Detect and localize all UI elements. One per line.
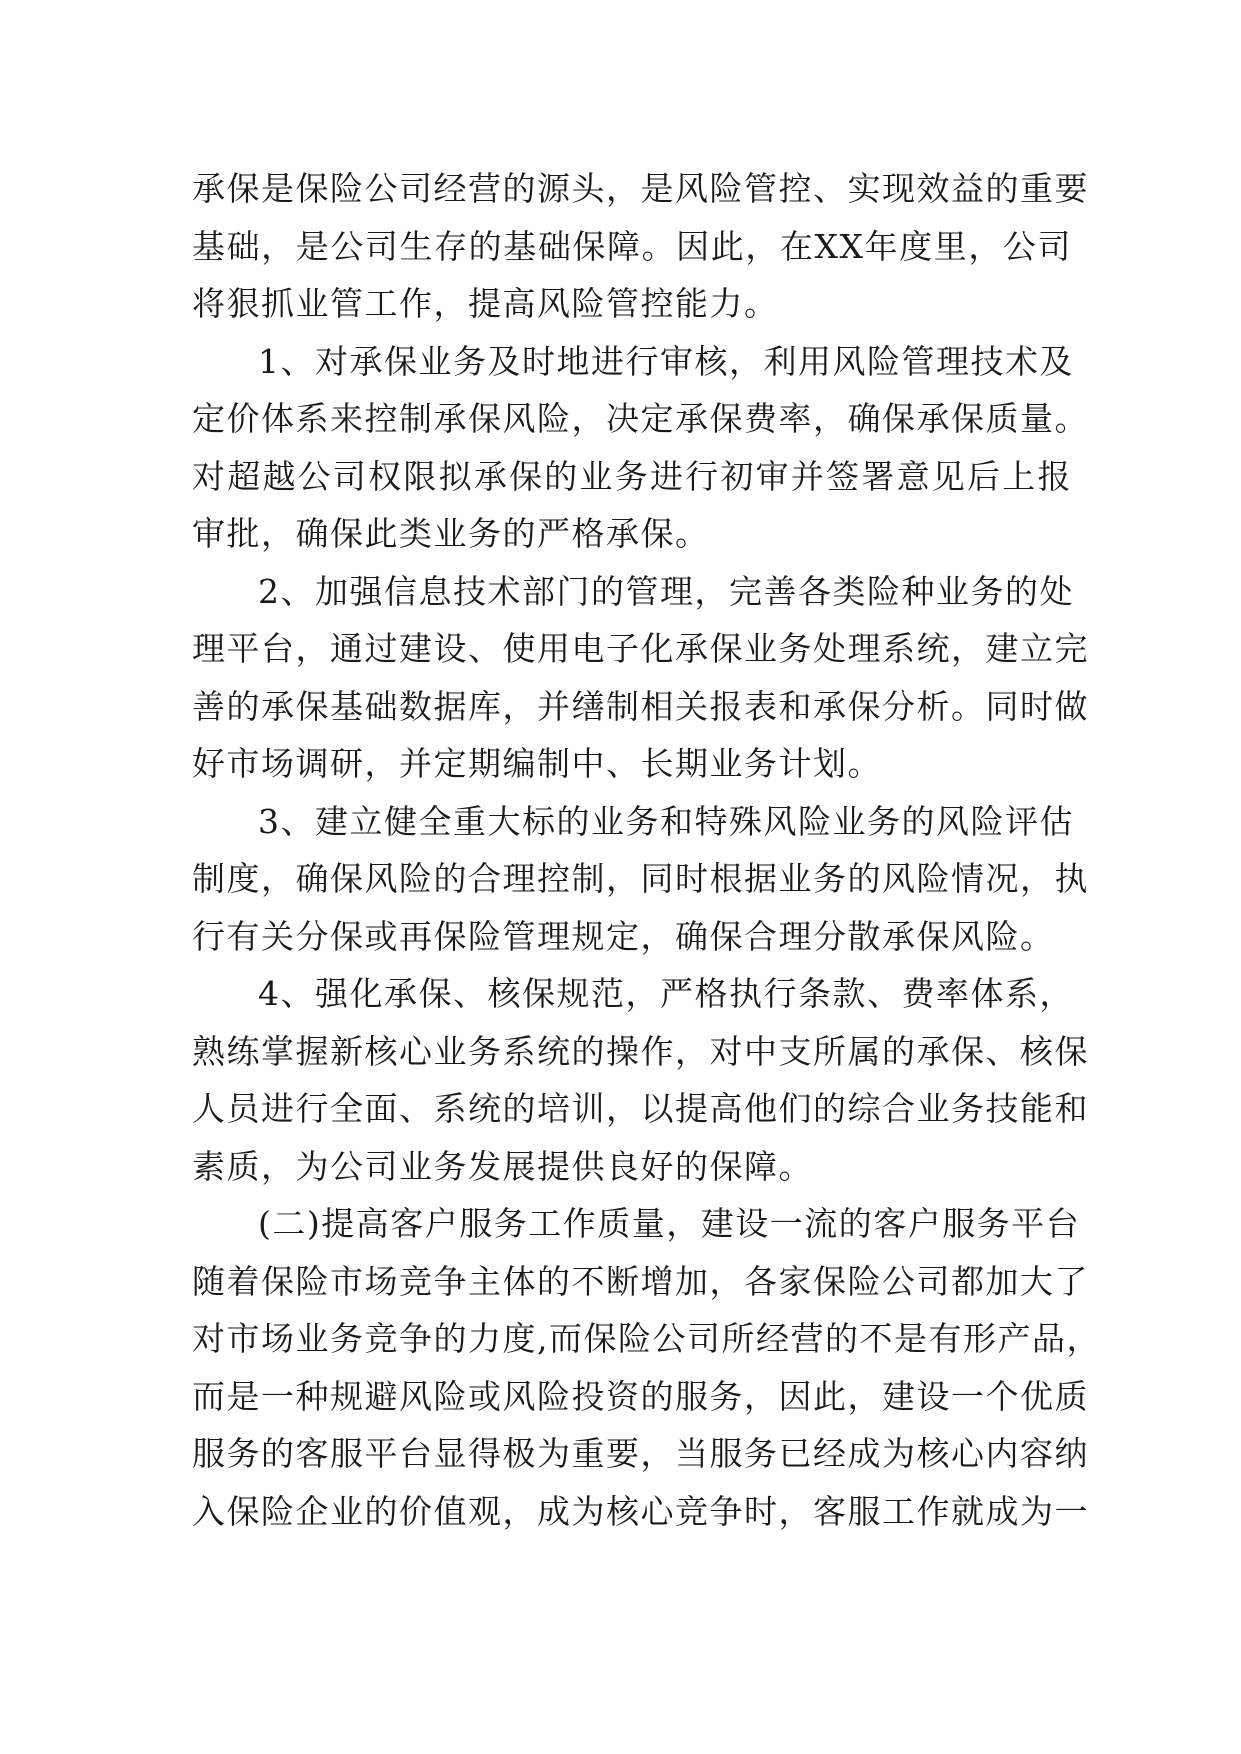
text-line: 好市场调研，并定期编制中、长期业务计划。 [192, 744, 882, 783]
text-line: 对超越公司权限拟承保的业务进行初审并签署意见后上报 [192, 456, 1072, 496]
text-line: 熟练掌握新核心业务系统的操作，对中支所属的承保、核保 [192, 1031, 1089, 1071]
text-line: 而是一种规避风险或风险投资的服务，因此，建设一个优质 [192, 1376, 1089, 1416]
section-heading: (二)提高客户服务工作质量，建设一流的客户服务平台 [258, 1204, 1081, 1243]
text-line: 将狠抓业管工作，提高风险管控能力。 [192, 284, 779, 323]
text-line: 善的承保基础数据库，并缮制相关报表和承保分析。同时做 [192, 686, 1089, 726]
text-line: 制度，确保风险的合理控制，同时根据业务的风险情况，执 [192, 859, 1089, 898]
text-line: 1、对承保业务及时地进行审核，利用风险管理技术及 [258, 341, 1074, 381]
text-line: 定价体系来控制承保风险，决定承保费率，确保承保质量。 [192, 399, 1089, 438]
text-line: 对市场业务竞争的力度,而保险公司所经营的不是有形产品， [192, 1319, 1101, 1358]
text-line: 审批，确保此类业务的严格承保。 [192, 514, 710, 553]
text-line: 承保是保险公司经营的源头，是风险管控、实现效益的重要 [192, 169, 1089, 208]
text-line: 服务的客服平台显得极为重要，当服务已经成为核心内容纳 [192, 1434, 1089, 1473]
text-line: 人员进行全面、系统的培训，以提高他们的综合业务技能和 [192, 1089, 1089, 1128]
text-line: 理平台，通过建设、使用电子化承保业务处理系统，建立完 [192, 629, 1089, 668]
text-line: 素质，为公司业务发展提供良好的保障。 [192, 1146, 813, 1186]
text-line: 4、强化承保、核保规范，严格执行条款、费率体系， [258, 974, 1074, 1013]
text-line: 行有关分保或再保险管理规定，确保合理分散承保风险。 [192, 916, 1055, 956]
document-body [192, 160, 1101, 1540]
text-line: 2、加强信息技术部门的管理，完善各类险种业务的处 [258, 571, 1074, 611]
text-line: 随着保险市场竞争主体的不断增加，各家保险公司都加大了 [192, 1261, 1089, 1301]
text-line: 入保险企业的价值观，成为核心竞争时，客服工作就成为一 [192, 1491, 1089, 1531]
text-line: 3、建立健全重大标的业务和特殊风险业务的风险评估 [258, 801, 1074, 841]
text-line: 基础，是公司生存的基础保障。因此，在XX年度里，公司 [192, 226, 1072, 266]
